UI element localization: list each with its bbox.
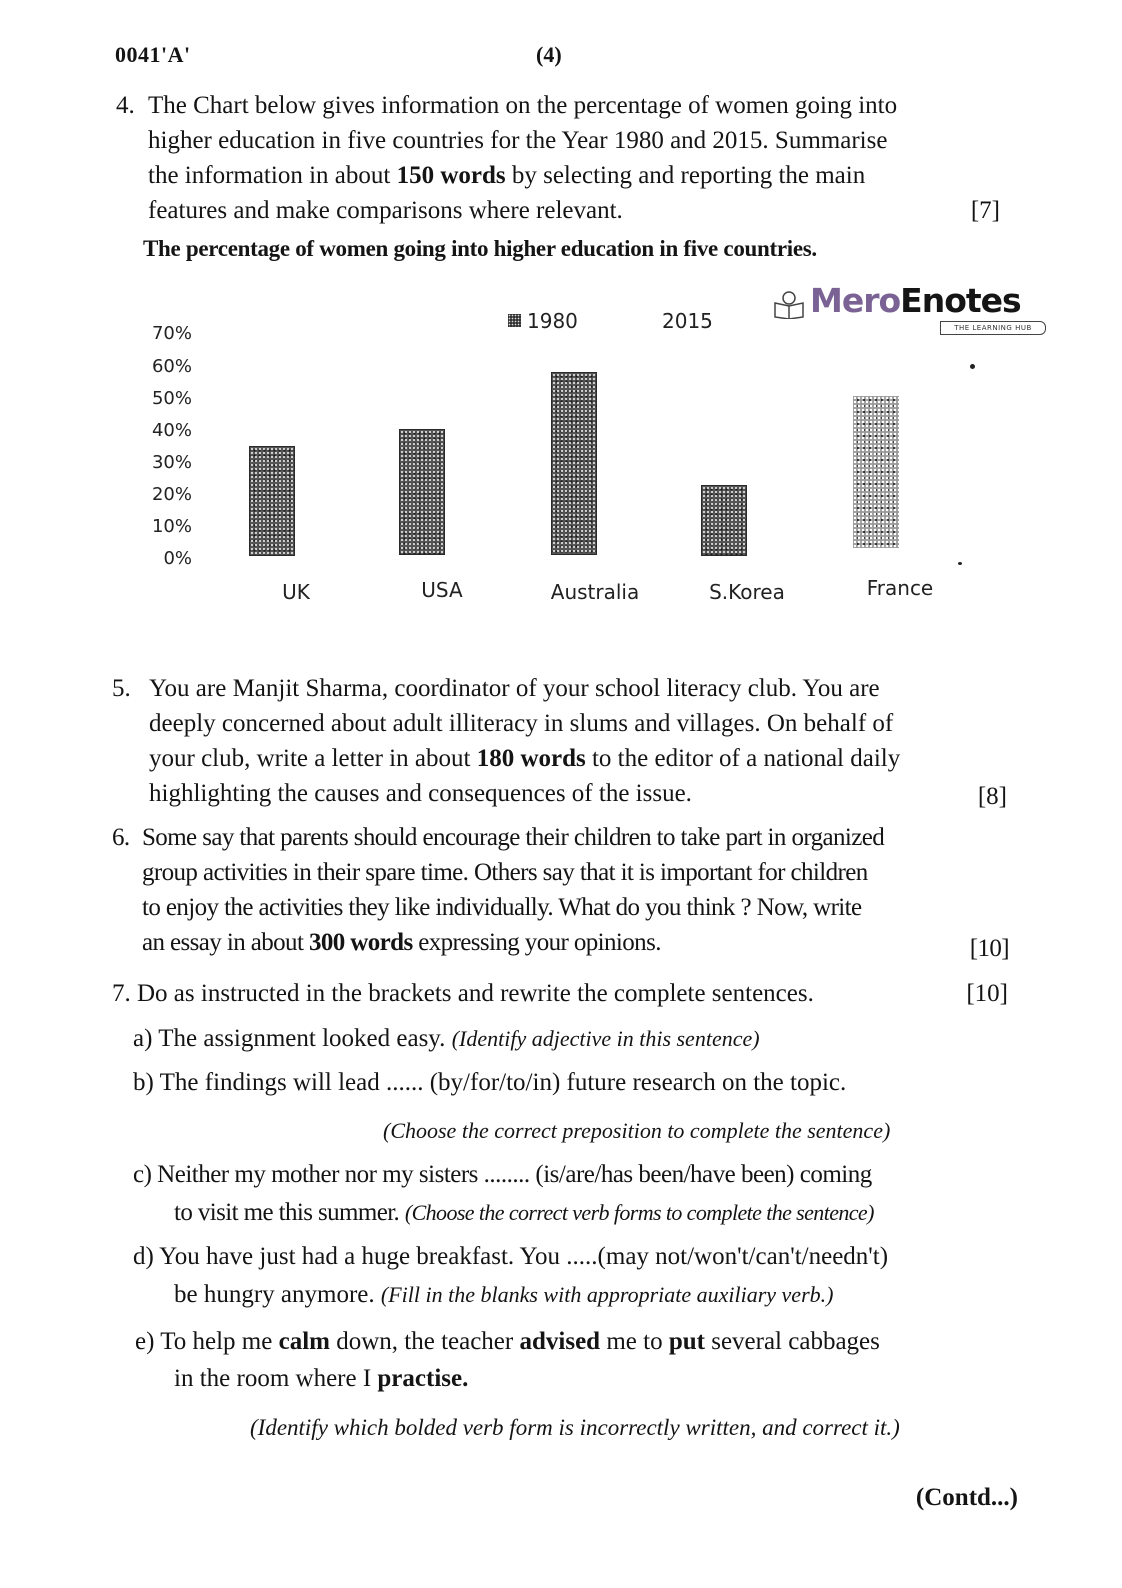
sub-question-a: a) The assignment looked easy. (Identify adjective in this sentence) bbox=[133, 1025, 760, 1052]
watermark-text: MeroEnotes bbox=[810, 281, 1021, 320]
paper-code: 0041'A' bbox=[115, 42, 191, 67]
bold-verb: practise. bbox=[377, 1365, 469, 1392]
marks: [7] bbox=[970, 197, 1000, 224]
marks: [10] bbox=[966, 980, 1008, 1007]
word-count: 150 words bbox=[396, 162, 506, 189]
question-text-line: features and make comparisons where relevant. bbox=[148, 197, 623, 224]
bar-uk-1980 bbox=[249, 446, 295, 556]
question-text-line: The Chart below gives information on the percentage of women going into bbox=[148, 92, 898, 119]
question-text-line: an essay in about 300 words expressing your opinions. bbox=[142, 929, 661, 956]
instruction: (Fill in the blanks with appropriate auxiliary verb.) bbox=[380, 1282, 834, 1307]
book-reader-icon bbox=[772, 289, 806, 319]
sub-question-c-cont: to visit me this summer. (Choose the correct verb forms to complete the sentence) bbox=[174, 1199, 874, 1226]
x-label: USA bbox=[421, 578, 463, 602]
legend-2015: 2015 bbox=[662, 309, 713, 333]
bold-verb: put bbox=[668, 1328, 705, 1355]
question-number: 7. bbox=[112, 980, 131, 1007]
y-tick: 50% bbox=[151, 388, 192, 409]
page-number: (4) bbox=[536, 42, 562, 67]
question-number: 5. bbox=[112, 675, 131, 702]
y-tick: 10% bbox=[151, 516, 192, 537]
question-text-line: to enjoy the activities they like individually. What do you think ? Now, write bbox=[142, 894, 862, 921]
question-text-line: the information in about 150 words by selecting and reporting the main bbox=[148, 162, 866, 189]
bar-skorea-1980 bbox=[701, 485, 747, 556]
question-7 bbox=[112, 976, 1008, 1011]
instruction: (Identify adjective in this sentence) bbox=[451, 1026, 760, 1051]
y-tick: 30% bbox=[151, 452, 192, 473]
sub-question-b: b) The findings will lead ...... (by/for/to/in) future research on the topic. bbox=[133, 1069, 847, 1096]
word-count: 300 words bbox=[308, 929, 413, 956]
question-5 bbox=[112, 671, 1007, 811]
marks: [10] bbox=[969, 935, 1009, 962]
marks: [8] bbox=[977, 783, 1007, 810]
question-6 bbox=[112, 820, 1009, 960]
sub-question-e: e) To help me calm down, the teacher advised me to put several cabbages bbox=[135, 1328, 880, 1355]
bar-france-1980 bbox=[853, 396, 899, 548]
x-label: S.Korea bbox=[709, 580, 785, 604]
question-4 bbox=[116, 88, 1000, 228]
x-label: UK bbox=[282, 580, 310, 604]
question-text-line: higher education in five countries for the Year 1980 and 2015. Summarise bbox=[148, 127, 888, 154]
x-label: Australia bbox=[550, 580, 640, 604]
question-text: Do as instructed in the brackets and rewrite the complete sentences. bbox=[137, 980, 814, 1007]
bold-verb: calm bbox=[278, 1328, 330, 1355]
y-tick: 0% bbox=[163, 548, 192, 569]
instruction: (Choose the correct preposition to complete the sentence) bbox=[383, 1118, 891, 1143]
question-number: 6. bbox=[112, 824, 130, 851]
scan-speck bbox=[970, 364, 975, 369]
sub-question-d-cont: be hungry anymore. (Fill in the blanks with appropriate auxiliary verb.) bbox=[174, 1281, 834, 1308]
bold-verb: advised bbox=[519, 1328, 601, 1355]
word-count: 180 words bbox=[476, 745, 586, 772]
question-number: 4. bbox=[116, 92, 135, 119]
continued-label: (Contd...) bbox=[915, 1484, 1018, 1511]
y-tick: 20% bbox=[151, 484, 192, 505]
y-tick: 60% bbox=[151, 356, 192, 377]
instruction: (Identify which bolded verb form is incorrectly written, and correct it.) bbox=[250, 1415, 900, 1440]
x-label: France bbox=[866, 576, 934, 600]
legend-swatch-1980 bbox=[508, 314, 521, 327]
legend-1980: 1980 bbox=[508, 309, 578, 333]
instruction: (Choose the correct verb forms to complete the sentence) bbox=[404, 1200, 874, 1225]
bar-australia-1980 bbox=[551, 372, 597, 555]
y-tick: 40% bbox=[151, 420, 192, 441]
watermark-tagline: THE LEARNING HUB bbox=[940, 321, 1046, 335]
sub-question-c: c) Neither my mother nor my sisters ........ (is/are/has been/have been) coming bbox=[133, 1161, 872, 1188]
sub-question-d: d) You have just had a huge breakfast. You .....(may not/won't/can't/needn't) bbox=[133, 1243, 889, 1270]
question-text-line: group activities in their spare time. Others say that it is important for children bbox=[142, 859, 868, 886]
y-tick: 70% bbox=[151, 323, 192, 344]
question-text-line: You are Manjit Sharma, coordinator of your school literacy club. You are bbox=[149, 675, 880, 702]
question-text-line: your club, write a letter in about 180 words to the editor of a national daily bbox=[149, 745, 901, 772]
chart-title: The percentage of women going into higher education in five countries. bbox=[143, 236, 817, 261]
question-text-line: highlighting the causes and consequences of the issue. bbox=[149, 780, 692, 807]
scan-speck bbox=[958, 562, 962, 565]
question-text-line: Some say that parents should encourage their children to take part in organized bbox=[142, 824, 885, 851]
watermark-logo bbox=[770, 281, 1050, 339]
question-text-line: deeply concerned about adult illiteracy in slums and villages. On behalf of bbox=[149, 710, 894, 737]
sub-question-e-cont: in the room where I practise. bbox=[174, 1365, 469, 1392]
bar-usa-1980 bbox=[399, 429, 445, 555]
